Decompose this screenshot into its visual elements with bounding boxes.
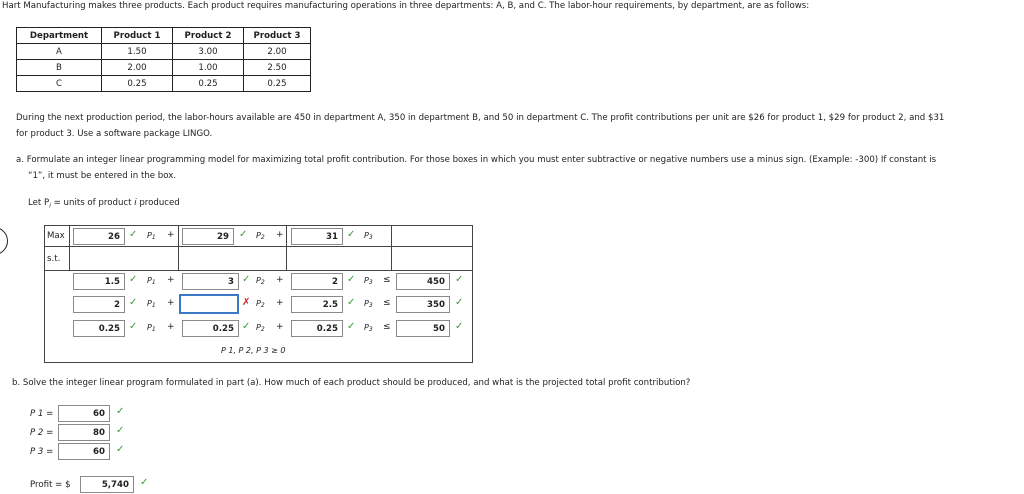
part-a-instructions: [16, 152, 936, 184]
table-cell: C: [17, 76, 102, 92]
var-p2: $P_2$: [256, 231, 265, 241]
table-header-row: [17, 28, 311, 44]
st-label: s.t.: [47, 254, 61, 264]
c2-coef-p3[interactable]: 2.5: [291, 296, 343, 313]
leq-sign: ≤: [383, 275, 391, 285]
plus-sign: +: [276, 298, 284, 308]
c3-coef-p3[interactable]: 0.25: [291, 320, 343, 337]
c2-coef-p2-input[interactable]: [179, 294, 239, 314]
part-b-question: b. Solve the integer linear program formulated in part (a). How much of each product should be produced, and what is the projected total profit contribution?: [12, 378, 691, 388]
plus-sign: +: [167, 322, 175, 332]
table-cell: 2.50: [244, 60, 311, 76]
nonnegativity-constraint: P 1, P 2, P 3 ≥ 0: [221, 346, 286, 355]
p2-label: P 2 =: [30, 428, 54, 438]
p1-label: P 1 =: [30, 409, 54, 419]
plus-sign: +: [276, 275, 284, 285]
table-header: Product 2: [173, 28, 244, 44]
table-row: [17, 44, 311, 60]
table-cell: 0.25: [244, 76, 311, 92]
check-icon: ✓: [140, 477, 149, 488]
check-icon: ✓: [455, 297, 464, 308]
let-text: i: [134, 198, 137, 208]
c3-coef-p2[interactable]: 0.25: [182, 320, 239, 337]
c3-coef-p1[interactable]: 0.25: [73, 320, 125, 337]
p2-answer[interactable]: 80: [58, 424, 110, 441]
var-p3: $P_3$: [364, 323, 373, 333]
var-p1: $P_1$: [147, 323, 156, 333]
table-cell: 3.00: [173, 44, 244, 60]
var-p2: $P_2$: [256, 276, 265, 286]
check-icon: ✓: [347, 321, 356, 332]
labor-hours-table: [16, 27, 311, 92]
paragraph-line: a. Formulate an integer linear programming model for maximizing total profit contribution. For those boxes in which you must enter subtractive or negative numbers use a minus sign. (Example: -300) If constant is: [16, 155, 937, 165]
c1-coef-p3[interactable]: 2: [291, 273, 343, 290]
lp-model-grid: [44, 225, 473, 363]
check-icon: ✓: [129, 297, 138, 308]
table-cell: 0.25: [173, 76, 244, 92]
var-p3: $P_3$: [364, 231, 373, 241]
table-row: [17, 76, 311, 92]
question-marker: [0, 227, 8, 255]
table-cell: B: [17, 60, 102, 76]
max-label: Max: [47, 231, 65, 241]
var-p3: $P_3$: [364, 276, 373, 286]
plus-sign: +: [276, 230, 284, 240]
objective-coef-p1[interactable]: 26: [73, 228, 125, 245]
check-icon: ✓: [239, 229, 248, 240]
table-cell: 1.00: [173, 60, 244, 76]
table-header: Product 3: [244, 28, 311, 44]
var-p1: $P_1$: [147, 276, 156, 286]
c2-coef-p1[interactable]: 2: [73, 296, 125, 313]
var-p2: $P_2$: [256, 299, 265, 309]
table-cell: 1.50: [102, 44, 173, 60]
let-sub: i: [49, 202, 51, 210]
table-cell: 0.25: [102, 76, 173, 92]
check-icon: ✓: [116, 444, 125, 455]
plus-sign: +: [167, 230, 175, 240]
check-icon: ✓: [242, 274, 251, 285]
check-icon: ✓: [347, 229, 356, 240]
problem-paragraph: [16, 110, 944, 142]
var-p2: $P_2$: [256, 323, 265, 333]
check-icon: ✓: [347, 274, 356, 285]
check-icon: ✓: [242, 321, 251, 332]
var-p1: $P_1$: [147, 299, 156, 309]
cross-icon: ✗: [242, 297, 251, 308]
table-cell: 2.00: [244, 44, 311, 60]
c1-coef-p2[interactable]: 3: [182, 273, 239, 290]
check-icon: ✓: [455, 321, 464, 332]
let-text: produced: [136, 198, 180, 208]
c3-rhs[interactable]: 50: [396, 320, 450, 337]
leq-sign: ≤: [383, 322, 391, 332]
check-icon: ✓: [129, 229, 138, 240]
p1-answer[interactable]: 60: [58, 405, 110, 422]
p3-answer[interactable]: 60: [58, 443, 110, 460]
c1-rhs[interactable]: 450: [396, 273, 450, 290]
profit-label: Profit = $: [30, 480, 71, 490]
var-p1: $P_1$: [147, 231, 156, 241]
c2-rhs[interactable]: 350: [396, 296, 450, 313]
plus-sign: +: [167, 275, 175, 285]
check-icon: ✓: [116, 406, 125, 417]
check-icon: ✓: [129, 274, 138, 285]
variable-definition: [28, 198, 180, 210]
paragraph-line: for product 3. Use a software package LINGO.: [16, 129, 213, 139]
check-icon: ✓: [116, 425, 125, 436]
leq-sign: ≤: [383, 298, 391, 308]
table-header: Product 1: [102, 28, 173, 44]
table-header: Department: [17, 28, 102, 44]
objective-coef-p3[interactable]: 31: [291, 228, 343, 245]
check-icon: ✓: [129, 321, 138, 332]
intro-text: Hart Manufacturing makes three products. Each product requires manufacturing operations in three departments: A, B, and C. The labor-hour requirements, by department, are as follows:: [2, 1, 810, 11]
table-cell: 2.00: [102, 60, 173, 76]
profit-answer[interactable]: 5,740: [80, 476, 134, 493]
check-icon: ✓: [347, 297, 356, 308]
let-text: Let P: [28, 198, 50, 208]
table-row: [17, 60, 311, 76]
p3-label: P 3 =: [30, 447, 54, 457]
var-p3: $P_3$: [364, 299, 373, 309]
plus-sign: +: [276, 322, 284, 332]
plus-sign: +: [167, 298, 175, 308]
c1-coef-p1[interactable]: 1.5: [73, 273, 125, 290]
objective-coef-p2[interactable]: 29: [182, 228, 234, 245]
table-cell: A: [17, 44, 102, 60]
let-text: = units of product: [50, 198, 135, 208]
paragraph-line: “1”, it must be entered in the box.: [28, 171, 177, 181]
paragraph-line: During the next production period, the labor-hours available are 450 in department A, 350 in department B, and 50 in department C. The profit contributions per unit are $26 for product 1, $29 for product 2, and $31: [16, 113, 945, 123]
check-icon: ✓: [455, 274, 464, 285]
